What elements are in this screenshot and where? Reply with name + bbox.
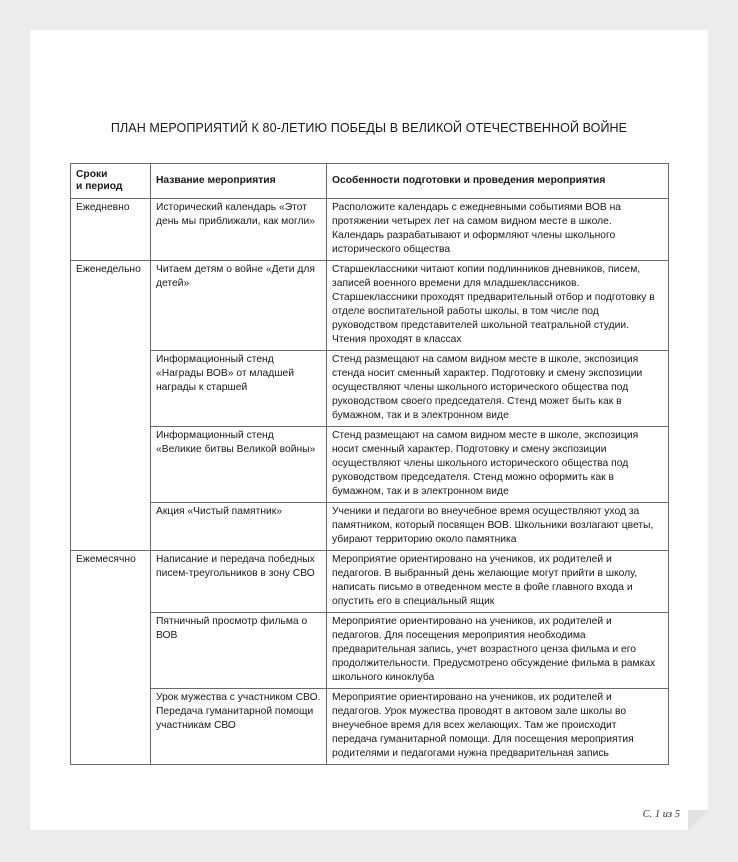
event-details-cell: Мероприятие ориентировано на учеников, их родителей и педагогов. Для посещения мероприятия необходима предварительная запись, учет возрастного ценза фильма и его продолжительности. Предусмотрено обсуждение фильма в рамках школьного киноклуба [327,613,669,689]
page-corner-fold [688,810,708,830]
period-cell: Ежемесячно [71,551,151,765]
event-details-cell: Стенд размещают на самом видном месте в школе, экспозиция стенда носит сменный характер. Подготовку и смену экспозиции осуществляют члены школьного исторического общества под руководством своего председателя. Стенд может быть как в бумажном, так и в электронном виде [327,351,669,427]
event-name-cell: Информационный стенд «Награды ВОВ» от младшей награды к старшей [151,351,327,427]
page-number: С. 1 из 5 [642,809,680,820]
header-event-name: Название мероприятия [151,164,327,199]
header-event-details: Особенности подготовки и проведения мероприятия [327,164,669,199]
table-row [71,427,669,503]
event-name-cell: Написание и передача победных писем-треугольников в зону СВО [151,551,327,613]
event-details-cell: Мероприятие ориентировано на учеников, их родителей и педагогов. Урок мужества проводят в актовом зале школы во внеучебное время для всех желающих. Там же происходит передача гуманитарной помощи. Для посещения мероприятия родителями и педагогами нужна предварительная запись [327,689,669,765]
event-details-cell: Расположите календарь с ежедневными событиями ВОВ на протяжении четырех лет на самом видном месте в школе. Календарь разрабатывают и оформляют члены школьного исторического общества [327,199,669,261]
table-row [71,261,669,351]
table-row [71,351,669,427]
document-title: ПЛАН МЕРОПРИЯТИЙ К 80-ЛЕТИЮ ПОБЕДЫ В ВЕЛИКОЙ ОТЕЧЕСТВЕННОЙ ВОЙНЕ [110,121,628,135]
table-row [71,551,669,613]
event-name-cell: Исторический календарь «Этот день мы приближали, как могли» [151,199,327,261]
event-name-cell: Информационный стенд «Великие битвы Великой войны» [151,427,327,503]
table-body [71,199,669,765]
event-details-cell: Старшеклассники читают копии подлинников дневников, писем, записей военного времени для младшеклассников. Старшеклассники проходят предварительный отбор и подготовку в отделе воспитательной работы школы, в том числе под руководством представителей школьной театральной студии. Чтения проходят в классах [327,261,669,351]
header-period: Сроки и период [71,164,151,199]
event-name-cell: Пятничный просмотр фильма о ВОВ [151,613,327,689]
period-cell: Ежедневно [71,199,151,261]
period-cell: Еженедельно [71,261,151,551]
table-header-row [71,164,669,199]
table-row [71,613,669,689]
table-row [71,503,669,551]
table-row [71,199,669,261]
events-plan-table [70,163,669,765]
event-name-cell: Читаем детям о войне «Дети для детей» [151,261,327,351]
event-details-cell: Мероприятие ориентировано на учеников, их родителей и педагогов. В выбранный день желающие могут прийти в школу, написать письмо в отведенном месте в фойе главного входа и опустить его в специальный ящик [327,551,669,613]
event-details-cell: Ученики и педагоги во внеучебное время осуществляют уход за памятником, который посвящен ВОВ. Школьники возлагают цветы, убирают территорию около памятника [327,503,669,551]
table-row [71,689,669,765]
event-name-cell: Урок мужества с участником СВО. Передача гуманитарной помощи участникам СВО [151,689,327,765]
event-name-cell: Акция «Чистый памятник» [151,503,327,551]
event-details-cell: Стенд размещают на самом видном месте в школе, экспозиция носит сменный характер. Подготовку и смену экспозиции осуществляют члены школьного исторического общества под руководством председателя. Стенд можно оформить как в бумажном, так и в электронном виде [327,427,669,503]
document-page [30,30,708,830]
